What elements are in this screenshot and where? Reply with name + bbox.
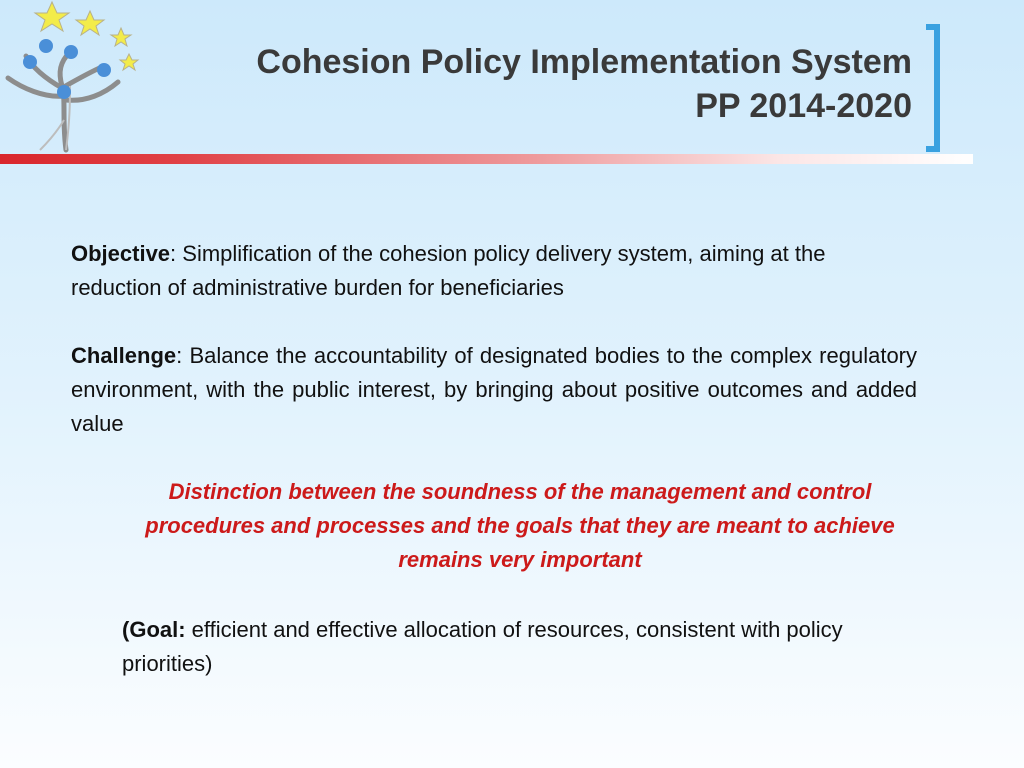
title-line-1: Cohesion Policy Implementation System [256,43,912,81]
page-title [112,40,912,128]
emphasis-statement: Distinction between the soundness of the management and control procedures and processes and the goals that they are meant to achieve remains very important [145,479,895,572]
objective-paragraph [71,237,917,305]
objective-label: Objective [71,241,171,266]
goal-paragraph [122,613,922,681]
objective-text: : Simplification of the cohesion policy delivery system, aiming at the reduction of administrative burden for beneficiaries [71,241,826,300]
header-divider [0,154,973,164]
challenge-text: : Balance the accountability of designated bodies to the complex regulatory environment, with the public interest, by bringing about positive outcomes and added value [71,343,917,436]
challenge-paragraph [71,339,917,441]
challenge-label: Challenge [71,343,177,368]
goal-text: efficient and effective allocation of resources, consistent with policy priorities) [122,617,843,676]
goal-label: (Goal: [122,617,186,642]
title-bracket-decoration [926,24,940,152]
title-line-2: PP 2014-2020 [695,87,912,125]
